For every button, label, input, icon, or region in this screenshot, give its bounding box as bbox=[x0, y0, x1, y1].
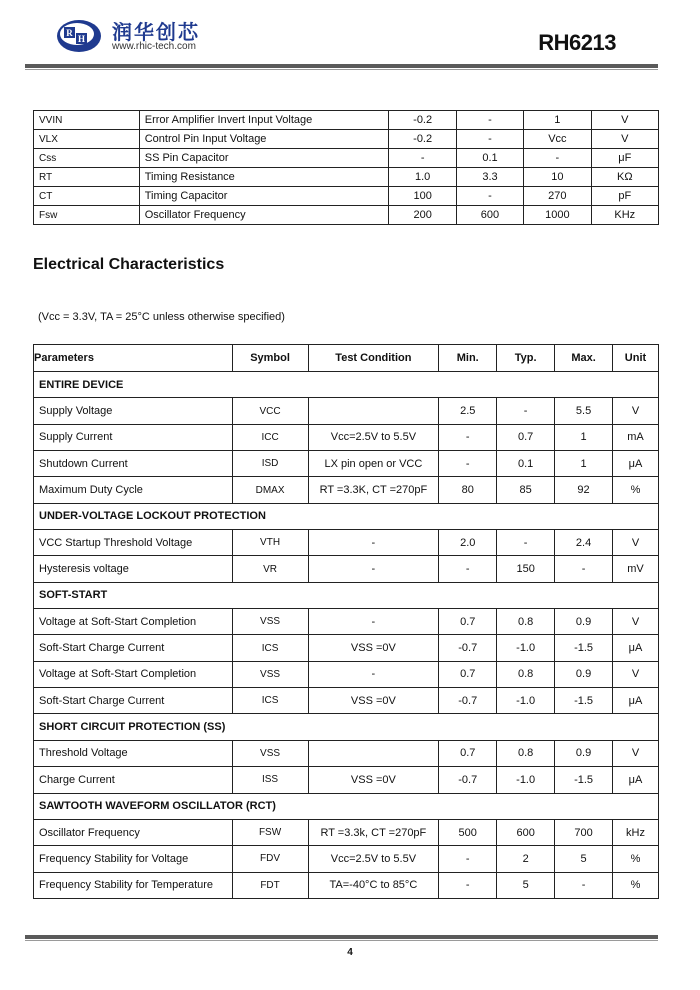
table-row bbox=[34, 451, 659, 477]
cell-max: Vcc bbox=[524, 130, 591, 149]
table-row bbox=[34, 187, 659, 206]
cell-max: 0.9 bbox=[555, 609, 613, 635]
cell-typ: -1.0 bbox=[497, 635, 555, 661]
cell-min: 2.5 bbox=[439, 398, 497, 424]
cell-parameter: Oscillator Frequency bbox=[139, 206, 389, 225]
cell-symbol: VTH bbox=[232, 530, 308, 556]
cell-typ: 0.8 bbox=[497, 740, 555, 766]
cell-max: 0.9 bbox=[555, 740, 613, 766]
cell-parameter: Error Amplifier Invert Input Voltage bbox=[139, 111, 389, 130]
cell-symbol: VSS bbox=[232, 609, 308, 635]
cell-test-condition: - bbox=[308, 530, 439, 556]
cell-typ: 0.8 bbox=[497, 609, 555, 635]
cell-max: -1.5 bbox=[555, 635, 613, 661]
cell-max: - bbox=[555, 556, 613, 582]
cell-unit: μA bbox=[613, 451, 659, 477]
section-row bbox=[34, 503, 659, 529]
table-row bbox=[34, 149, 659, 168]
cell-min: 0.7 bbox=[439, 740, 497, 766]
cell-symbol: VCC bbox=[232, 398, 308, 424]
cell-parameter: Maximum Duty Cycle bbox=[34, 477, 233, 503]
cell-typ: 5 bbox=[497, 872, 555, 898]
header-symbol: Symbol bbox=[232, 345, 308, 372]
cell-symbol: VLX bbox=[34, 130, 140, 149]
cell-min: 100 bbox=[389, 187, 456, 206]
header-parameters: Parameters bbox=[34, 345, 233, 372]
cell-test-condition: Vcc=2.5V to 5.5V bbox=[308, 424, 439, 450]
header-unit: Unit bbox=[613, 345, 659, 372]
section-row bbox=[34, 372, 659, 398]
cell-max: 1 bbox=[524, 111, 591, 130]
section-title: Electrical Characteristics bbox=[33, 256, 225, 273]
table-row bbox=[34, 168, 659, 187]
cell-test-condition: VSS =0V bbox=[308, 688, 439, 714]
table-row bbox=[34, 635, 659, 661]
section-label: SOFT-START bbox=[34, 582, 659, 608]
cell-symbol: VR bbox=[232, 556, 308, 582]
cell-min: - bbox=[439, 872, 497, 898]
cell-test-condition: VSS =0V bbox=[308, 635, 439, 661]
cell-parameter: Oscillator Frequency bbox=[34, 819, 233, 845]
table-row bbox=[34, 872, 659, 898]
cell-parameter: Supply Voltage bbox=[34, 398, 233, 424]
cell-unit: % bbox=[613, 846, 659, 872]
cell-parameter: Voltage at Soft-Start Completion bbox=[34, 661, 233, 687]
cell-typ: 0.1 bbox=[497, 451, 555, 477]
cell-symbol: ISD bbox=[232, 451, 308, 477]
page-number: 4 bbox=[347, 947, 353, 958]
cell-test-condition: Vcc=2.5V to 5.5V bbox=[308, 846, 439, 872]
cell-typ: - bbox=[497, 530, 555, 556]
cell-max: 700 bbox=[555, 819, 613, 845]
cell-max: -1.5 bbox=[555, 767, 613, 793]
cell-unit: μA bbox=[613, 767, 659, 793]
cell-max: 5.5 bbox=[555, 398, 613, 424]
cell-unit: μF bbox=[591, 149, 658, 168]
cell-parameter: Charge Current bbox=[34, 767, 233, 793]
cell-parameter: Timing Resistance bbox=[139, 168, 389, 187]
cell-max: 92 bbox=[555, 477, 613, 503]
table-row bbox=[34, 206, 659, 225]
cell-typ: - bbox=[456, 130, 523, 149]
cell-max: 10 bbox=[524, 168, 591, 187]
table-row bbox=[34, 111, 659, 130]
cell-min: - bbox=[439, 556, 497, 582]
cell-typ: 0.8 bbox=[497, 661, 555, 687]
section-row bbox=[34, 793, 659, 819]
table-row bbox=[34, 556, 659, 582]
header-min: Min. bbox=[439, 345, 497, 372]
table-row bbox=[34, 130, 659, 149]
cell-test-condition: LX pin open or VCC bbox=[308, 451, 439, 477]
cell-unit: % bbox=[613, 477, 659, 503]
table-row bbox=[34, 819, 659, 845]
header-max: Max. bbox=[555, 345, 613, 372]
section-label: SAWTOOTH WAVEFORM OSCILLATOR (RCT) bbox=[34, 793, 659, 819]
cell-min: 500 bbox=[439, 819, 497, 845]
cell-test-condition: TA=-40°C to 85°C bbox=[308, 872, 439, 898]
cell-symbol: ISS bbox=[232, 767, 308, 793]
cell-test-condition bbox=[308, 740, 439, 766]
cell-min: -0.7 bbox=[439, 767, 497, 793]
cell-parameter: SS Pin Capacitor bbox=[139, 149, 389, 168]
cell-max: 270 bbox=[524, 187, 591, 206]
table-row bbox=[34, 398, 659, 424]
table-row bbox=[34, 477, 659, 503]
cell-symbol: ICS bbox=[232, 688, 308, 714]
cell-min: -0.2 bbox=[389, 130, 456, 149]
cell-max: - bbox=[524, 149, 591, 168]
table-row bbox=[34, 846, 659, 872]
cell-unit: KHz bbox=[591, 206, 658, 225]
table-row bbox=[34, 609, 659, 635]
cell-symbol: Fsw bbox=[34, 206, 140, 225]
cell-unit: V bbox=[613, 398, 659, 424]
table-row bbox=[34, 740, 659, 766]
cell-test-condition bbox=[308, 398, 439, 424]
cell-typ: 600 bbox=[497, 819, 555, 845]
logo-letter-r: R bbox=[66, 28, 73, 38]
page-header bbox=[0, 0, 700, 72]
cell-parameter: Control Pin Input Voltage bbox=[139, 130, 389, 149]
cell-unit: % bbox=[613, 872, 659, 898]
cell-symbol: DMAX bbox=[232, 477, 308, 503]
cell-min: -0.7 bbox=[439, 688, 497, 714]
header-typ: Typ. bbox=[497, 345, 555, 372]
cell-min: - bbox=[439, 424, 497, 450]
cell-unit: V bbox=[613, 530, 659, 556]
recommended-operating-table bbox=[33, 110, 659, 225]
footer-divider-thin bbox=[25, 940, 658, 941]
cell-unit: mV bbox=[613, 556, 659, 582]
cell-typ: 85 bbox=[497, 477, 555, 503]
cell-typ: - bbox=[456, 111, 523, 130]
footer-divider bbox=[25, 935, 658, 939]
cell-typ: 600 bbox=[456, 206, 523, 225]
cell-symbol: ICC bbox=[232, 424, 308, 450]
header-divider-thin bbox=[25, 69, 658, 70]
company-logo-icon bbox=[55, 18, 103, 54]
cell-max: - bbox=[555, 872, 613, 898]
section-label: UNDER-VOLTAGE LOCKOUT PROTECTION bbox=[34, 503, 659, 529]
cell-symbol: CT bbox=[34, 187, 140, 206]
cell-parameter: Supply Current bbox=[34, 424, 233, 450]
section-label: SHORT CIRCUIT PROTECTION (SS) bbox=[34, 714, 659, 740]
cell-min: - bbox=[389, 149, 456, 168]
cell-typ: 0.7 bbox=[497, 424, 555, 450]
cell-min: -0.2 bbox=[389, 111, 456, 130]
cell-max: -1.5 bbox=[555, 688, 613, 714]
section-row bbox=[34, 714, 659, 740]
cell-test-condition: - bbox=[308, 609, 439, 635]
cell-min: 0.7 bbox=[439, 609, 497, 635]
cell-min: 80 bbox=[439, 477, 497, 503]
company-url: www.rhic-tech.com bbox=[112, 41, 196, 52]
cell-max: 5 bbox=[555, 846, 613, 872]
cell-parameter: Frequency Stability for Voltage bbox=[34, 846, 233, 872]
table-row bbox=[34, 530, 659, 556]
cell-min: 2.0 bbox=[439, 530, 497, 556]
cell-test-condition: - bbox=[308, 661, 439, 687]
cell-test-condition: VSS =0V bbox=[308, 767, 439, 793]
cell-unit: V bbox=[591, 111, 658, 130]
cell-symbol: FSW bbox=[232, 819, 308, 845]
cell-typ: -1.0 bbox=[497, 767, 555, 793]
header-divider bbox=[25, 64, 658, 68]
cell-typ: - bbox=[497, 398, 555, 424]
cell-unit: μA bbox=[613, 688, 659, 714]
test-conditions-note: (Vcc = 3.3V, TA = 25°C unless otherwise specified) bbox=[38, 311, 285, 323]
electrical-characteristics-table bbox=[33, 344, 659, 899]
table-row bbox=[34, 767, 659, 793]
cell-min: 1.0 bbox=[389, 168, 456, 187]
cell-typ: 0.1 bbox=[456, 149, 523, 168]
cell-parameter: Soft-Start Charge Current bbox=[34, 688, 233, 714]
table-row bbox=[34, 661, 659, 687]
cell-min: 0.7 bbox=[439, 661, 497, 687]
cell-parameter: Timing Capacitor bbox=[139, 187, 389, 206]
cell-symbol: RT bbox=[34, 168, 140, 187]
cell-typ: 3.3 bbox=[456, 168, 523, 187]
logo-letter-h: H bbox=[77, 34, 86, 44]
cell-parameter: Hysteresis voltage bbox=[34, 556, 233, 582]
cell-max: 1 bbox=[555, 424, 613, 450]
cell-unit: μA bbox=[613, 635, 659, 661]
cell-symbol: ICS bbox=[232, 635, 308, 661]
cell-typ: - bbox=[456, 187, 523, 206]
table-row bbox=[34, 688, 659, 714]
cell-min: - bbox=[439, 846, 497, 872]
cell-unit: V bbox=[613, 740, 659, 766]
cell-max: 1000 bbox=[524, 206, 591, 225]
cell-unit: pF bbox=[591, 187, 658, 206]
cell-unit: kHz bbox=[613, 819, 659, 845]
table-header-row bbox=[34, 345, 659, 372]
cell-parameter: Frequency Stability for Temperature bbox=[34, 872, 233, 898]
table-row bbox=[34, 424, 659, 450]
cell-max: 0.9 bbox=[555, 661, 613, 687]
section-row bbox=[34, 582, 659, 608]
cell-symbol: FDV bbox=[232, 846, 308, 872]
cell-symbol: VSS bbox=[232, 740, 308, 766]
cell-parameter: Soft-Start Charge Current bbox=[34, 635, 233, 661]
cell-parameter: Threshold Voltage bbox=[34, 740, 233, 766]
cell-typ: 150 bbox=[497, 556, 555, 582]
cell-parameter: Voltage at Soft-Start Completion bbox=[34, 609, 233, 635]
cell-typ: 2 bbox=[497, 846, 555, 872]
cell-unit: KΩ bbox=[591, 168, 658, 187]
cell-unit: V bbox=[613, 609, 659, 635]
cell-parameter: Shutdown Current bbox=[34, 451, 233, 477]
cell-test-condition: - bbox=[308, 556, 439, 582]
cell-min: - bbox=[439, 451, 497, 477]
cell-unit: V bbox=[591, 130, 658, 149]
cell-min: -0.7 bbox=[439, 635, 497, 661]
cell-parameter: VCC Startup Threshold Voltage bbox=[34, 530, 233, 556]
section-label: ENTIRE DEVICE bbox=[34, 372, 659, 398]
cell-symbol: FDT bbox=[232, 872, 308, 898]
cell-typ: -1.0 bbox=[497, 688, 555, 714]
cell-symbol: VSS bbox=[232, 661, 308, 687]
header-test-condition: Test Condition bbox=[308, 345, 439, 372]
cell-max: 2.4 bbox=[555, 530, 613, 556]
cell-unit: mA bbox=[613, 424, 659, 450]
cell-min: 200 bbox=[389, 206, 456, 225]
cell-test-condition: RT =3.3K, CT =270pF bbox=[308, 477, 439, 503]
part-number: RH6213 bbox=[538, 30, 616, 55]
cell-symbol: Css bbox=[34, 149, 140, 168]
cell-test-condition: RT =3.3k, CT =270pF bbox=[308, 819, 439, 845]
cell-unit: V bbox=[613, 661, 659, 687]
cell-symbol: VVIN bbox=[34, 111, 140, 130]
company-name: 润华创芯 bbox=[112, 20, 200, 44]
cell-max: 1 bbox=[555, 451, 613, 477]
